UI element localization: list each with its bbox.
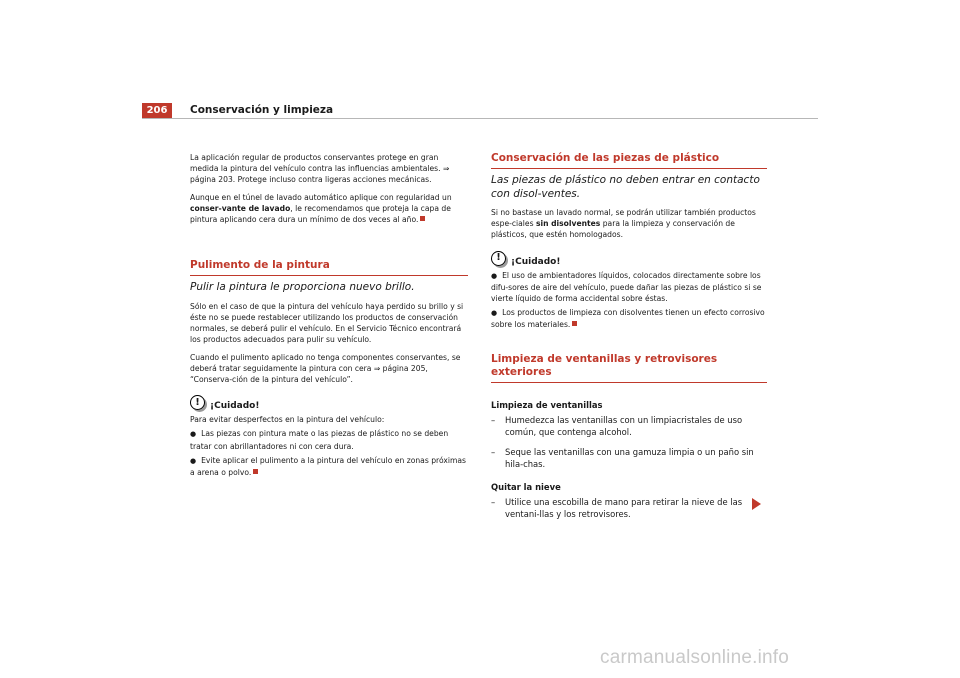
page-header-title: Conservación y limpieza: [190, 104, 334, 116]
end-square-icon: [253, 469, 258, 474]
header-rule: [142, 118, 818, 119]
intro-text-a: Aunque en el túnel de lavado automático aplique con regularidad un: [190, 192, 452, 202]
caution-title: ¡Cuidado!: [210, 401, 260, 412]
list-item: ● Los productos de limpieza con disolventes tienen un efecto corrosivo sobre los materiales.: [491, 308, 765, 330]
subheading-limpieza: Limpieza de ventanillas: [491, 399, 603, 410]
bullet-icon: ●: [190, 456, 197, 465]
end-square-icon: [420, 216, 425, 221]
plastico-bold-term: sin disolventes: [535, 219, 601, 229]
section-title-plastico: Conservación de las piezas de plástico: [491, 152, 767, 169]
section-subtitle-pulimento: Pulir la pintura le proporciona nuevo brillo.: [190, 281, 415, 294]
arrow-right-icon: [752, 498, 761, 510]
caution-list: [190, 428, 468, 478]
end-square-icon: [572, 321, 577, 326]
intro-paragraph-2: [190, 192, 468, 226]
exclamation-icon: !: [491, 251, 506, 266]
list-item: – Utilice una escobilla de mano para retirar la nieve de las ventani-llas y los retrovisores.: [491, 496, 743, 520]
intro-paragraph-1: La aplicación regular de productos conservantes protege en gran medida la pintura del vehículo contra las influencias ambientales. ⇒ página 203. Protege incluso contra ligeras acciones mecánicas.: [190, 153, 450, 185]
section-title-pulimento: Pulimento de la pintura: [190, 259, 468, 276]
intro-text-b: , le recomendamos que proteja la capa de pintura aplicando cera dura un mínimo de dos veces al año.: [190, 203, 451, 225]
right-column: [491, 152, 767, 528]
list-item: ● El uso de ambientadores líquidos, colocados directamente sobre los difu-sores de aire del vehículo, puede dañar las piezas de plástico si se vierte líquido de forma accidental sobre éstas.: [491, 270, 762, 304]
list-item: ● Evite aplicar el pulimento a la pintura del vehículo en zonas próximas a arena o polvo.: [190, 455, 466, 477]
pulimento-paragraph-1: Sólo en el caso de que la pintura del vehículo haya perdido su brillo y si éste no se puede restablecer utilizando los productos de conservación normales, se deberá pulir el vehículo. En el Servicio Técnico encontrará los productos adecuados para pulir su vehículo.: [190, 301, 464, 345]
list-item: – Humedezca las ventanillas con un limpiacristales de uso común, que contenga alcohol.: [491, 414, 743, 438]
intro-bold-term: conser-vante de lavado: [190, 203, 291, 213]
page-number: 206: [142, 103, 172, 118]
list-item: ● Las piezas con pintura mate o las piezas de plástico no se deben tratar con abrillantadores ni con cera dura.: [190, 429, 449, 451]
pulimento-paragraph-2: Cuando el pulimento aplicado no tenga componentes conservantes, se deberá tratar seguidamente la pintura con cera ⇒ página 205, “Conserva-ción de la pintura del vehículo”.: [190, 352, 461, 384]
plastico-text-b: para la limpieza y conservación de plásticos, que estén homologados.: [491, 219, 735, 240]
plastico-paragraph: [491, 207, 767, 241]
subheading-nieve: Quitar la nieve: [491, 481, 561, 492]
caution-list: [491, 270, 767, 331]
left-column: [190, 152, 468, 481]
watermark: carmanualsonline.info: [600, 647, 790, 668]
section-title-ventanillas: Limpieza de ventanillas y retrovisores exteriores: [491, 353, 767, 383]
bullet-icon: ●: [491, 271, 498, 280]
bullet-icon: ●: [190, 430, 197, 439]
caution-title: ¡Cuidado!: [511, 256, 561, 267]
plastico-text-a: Si no bastase un lavado normal, se podrán utilizar también productos espe-ciales: [491, 208, 756, 229]
caution-heading: [190, 395, 468, 411]
exclamation-icon: !: [190, 395, 205, 410]
caution-heading: [491, 251, 767, 267]
list-item: – Seque las ventanillas con una gamuza limpia o un paño sin hila-chas.: [491, 446, 754, 470]
section-subtitle-plastico: Las piezas de plástico no deben entrar en contacto con disol-ventes.: [491, 174, 760, 200]
bullet-icon: ●: [491, 309, 498, 318]
caution-intro: Para evitar desperfectos en la pintura del vehículo:: [190, 415, 385, 425]
